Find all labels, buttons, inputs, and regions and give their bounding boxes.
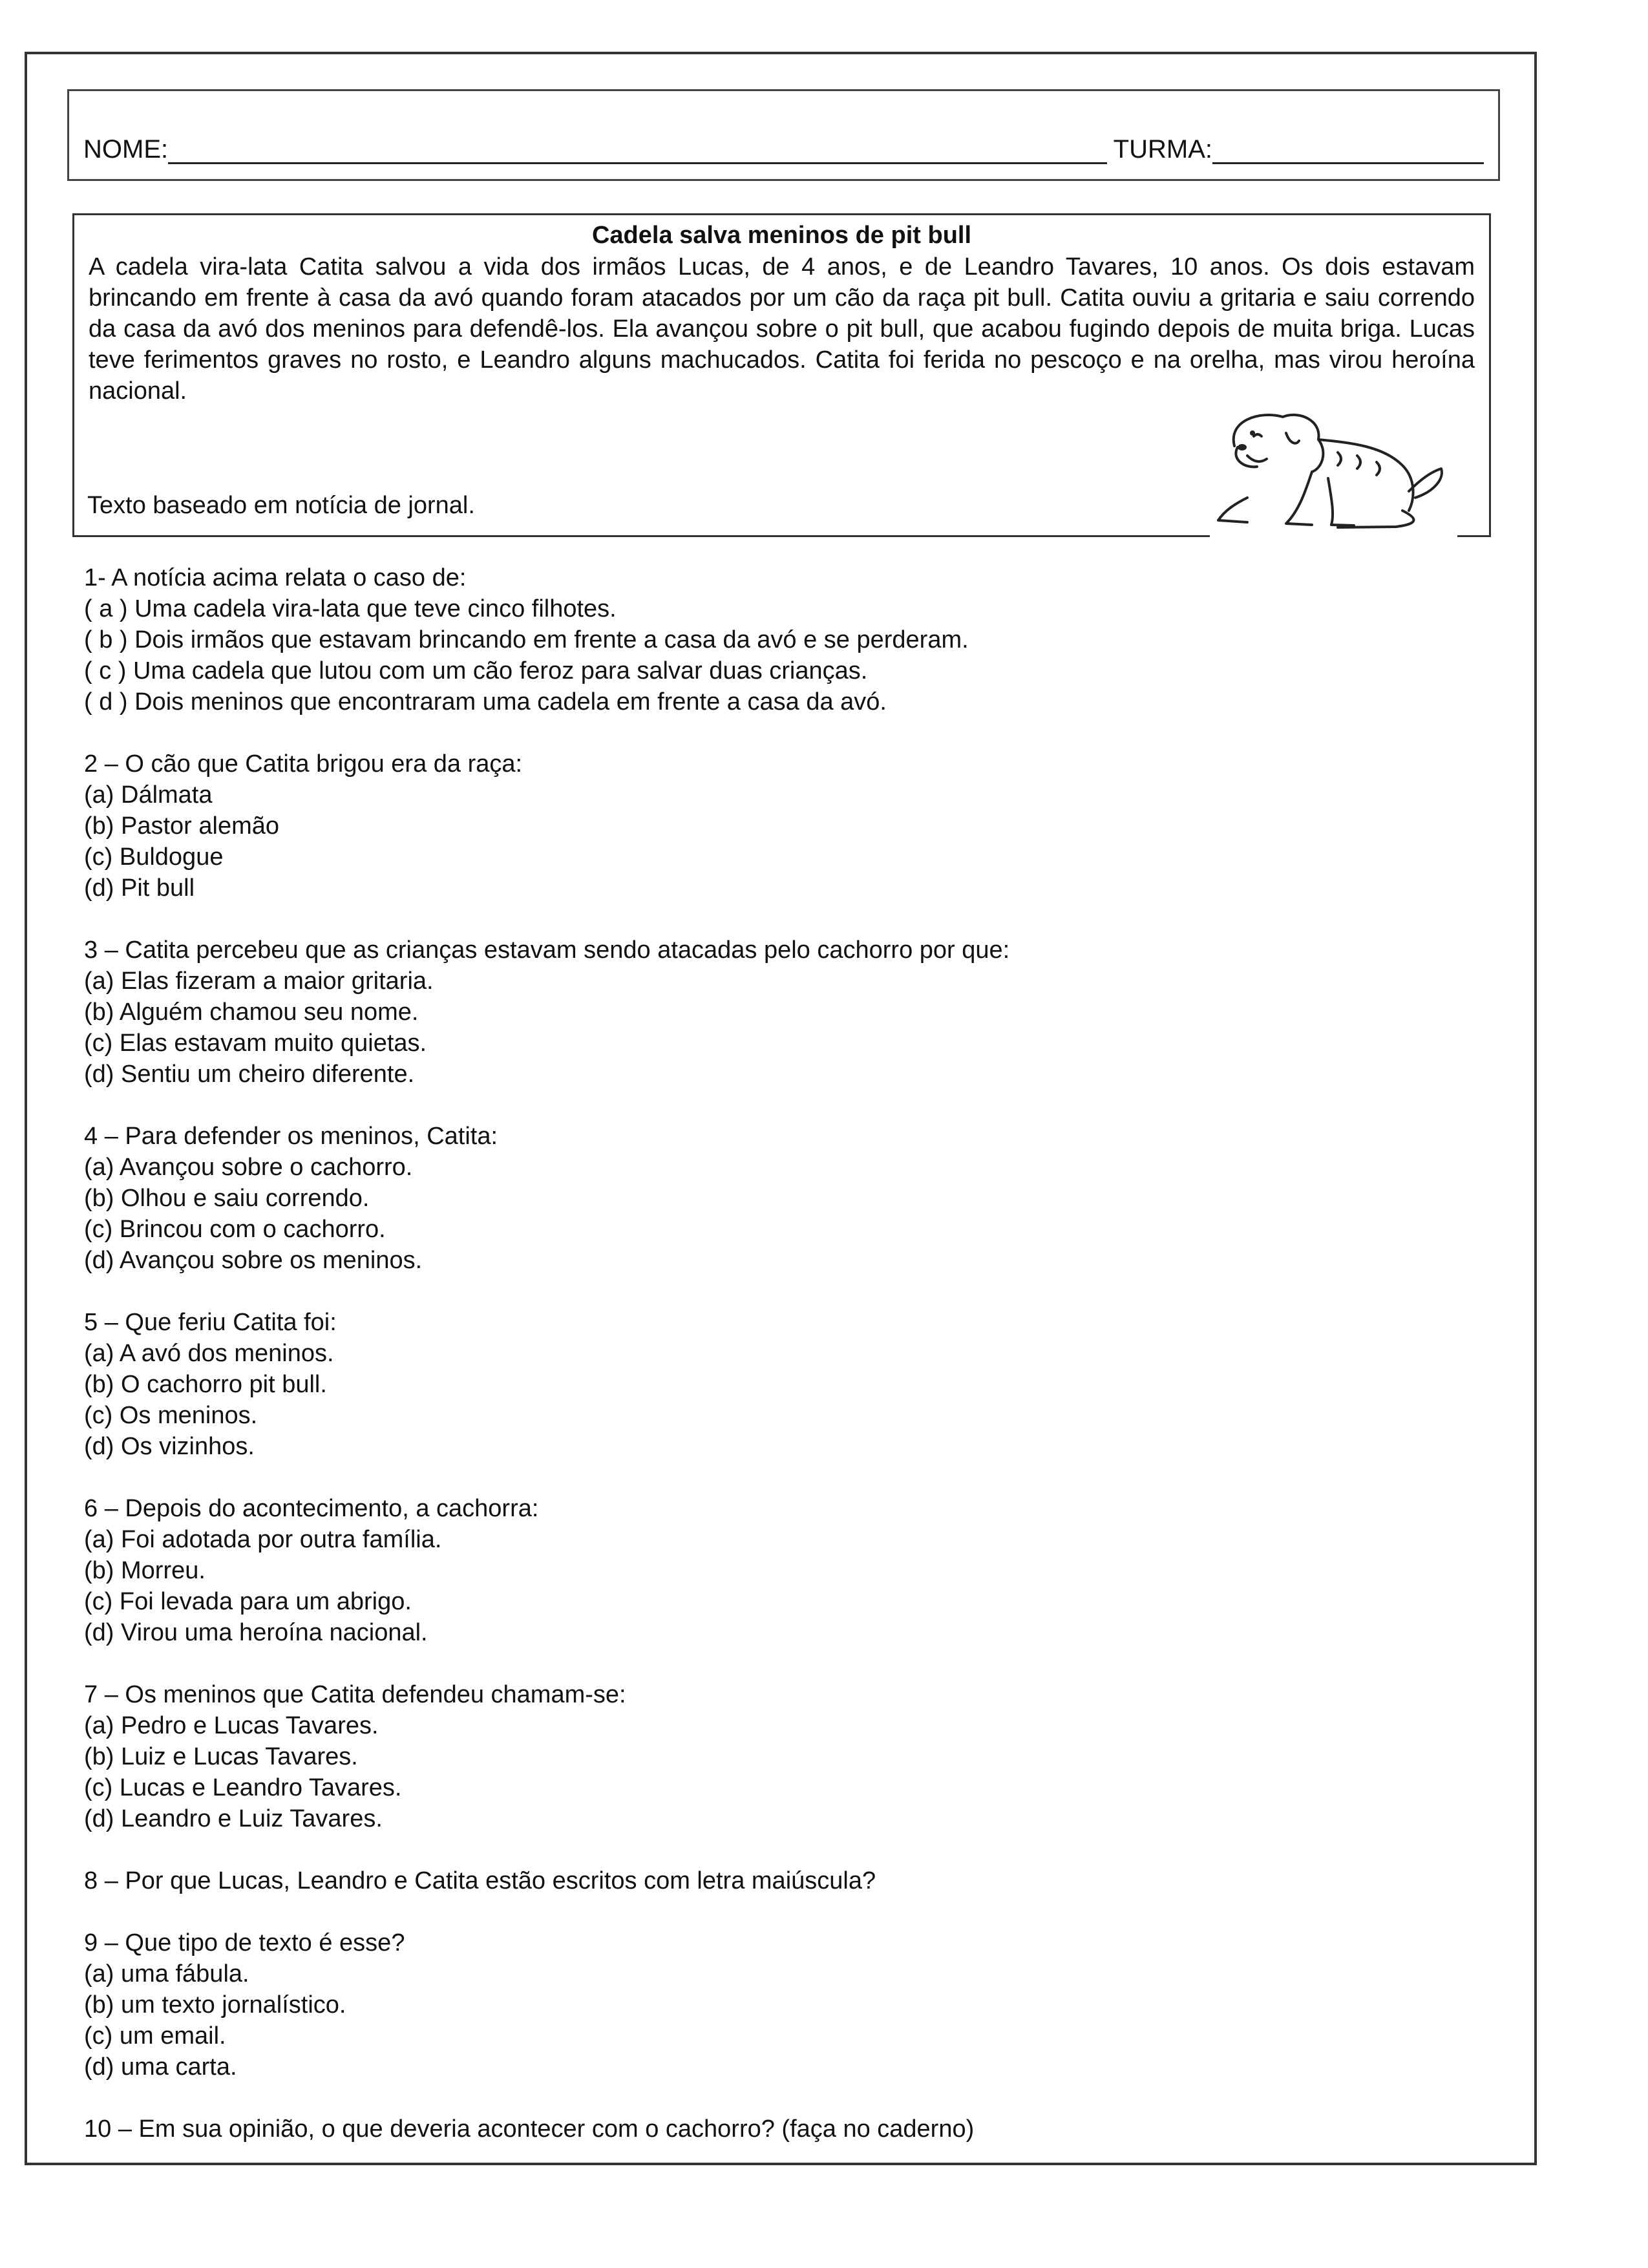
- question-text: 3 – Catita percebeu que as crianças estavam sendo atacadas pelo cachorro por que:: [84, 937, 1010, 964]
- nome-field[interactable]: [168, 136, 1107, 164]
- option-d: (d) Leandro e Luiz Tavares.: [84, 1805, 383, 1832]
- turma-field[interactable]: [1212, 136, 1484, 164]
- question-10: [84, 2114, 1474, 2145]
- option-b: (b) Morreu.: [84, 1557, 206, 1584]
- story-title: Cadela salva meninos de pit bull: [591, 222, 972, 249]
- question-3: [84, 935, 1474, 1090]
- option-a: (a) uma fábula.: [84, 1960, 249, 1987]
- option-c: (c) Lucas e Leandro Tavares.: [84, 1774, 402, 1801]
- question-2: [84, 748, 1474, 904]
- question-text: 4 – Para defender os meninos, Catita:: [84, 1123, 498, 1150]
- option-a: (a) Dálmata: [84, 781, 213, 809]
- question-6: [84, 1493, 1474, 1648]
- option-c: ( c ) Uma cadela que lutou com um cão feroz para salvar duas crianças.: [84, 657, 868, 684]
- question-text: 1- A notícia acima relata o caso de:: [84, 564, 467, 591]
- option-a: (a) Foi adotada por outra família.: [84, 1526, 442, 1553]
- option-d: (d) Pit bull: [84, 874, 195, 902]
- option-b: (b) O cachorro pit bull.: [84, 1371, 327, 1398]
- question-8: [84, 1865, 1474, 1896]
- option-d: (d) Sentiu um cheiro diferente.: [84, 1061, 415, 1088]
- option-d: (d) Os vizinhos.: [84, 1433, 255, 1460]
- question-9: [84, 1927, 1474, 2083]
- option-d: (d) Virou uma heroína nacional.: [84, 1619, 428, 1646]
- dog-illustration: [1209, 407, 1461, 536]
- option-c: (c) Os meninos.: [84, 1402, 258, 1429]
- option-c: (c) Buldogue: [84, 843, 224, 871]
- header-box: [67, 89, 1500, 181]
- questions-list: [84, 562, 1474, 2176]
- question-7: [84, 1679, 1474, 1834]
- option-a: (a) Elas fizeram a maior gritaria.: [84, 968, 434, 995]
- option-b: (b) Olhou e saiu correndo.: [84, 1185, 370, 1212]
- option-a: (a) A avó dos meninos.: [84, 1340, 334, 1367]
- turma-label: TURMA:: [1113, 135, 1212, 164]
- story-box-bottom-border-right: [1457, 535, 1491, 537]
- option-d: ( d ) Dois meninos que encontraram uma cadela em frente a casa da avó.: [84, 688, 887, 715]
- option-c: (c) um email.: [84, 2022, 226, 2050]
- option-b: (b) Alguém chamou seu nome.: [84, 999, 419, 1026]
- story-box-bottom-border: [72, 535, 1210, 537]
- question-4: [84, 1121, 1474, 1276]
- option-b: ( b ) Dois irmãos que estavam brincando em frente a casa da avó e se perderam.: [84, 626, 969, 653]
- question-5: [84, 1307, 1474, 1462]
- option-c: (c) Foi levada para um abrigo.: [84, 1588, 412, 1615]
- option-a: (a) Pedro e Lucas Tavares.: [84, 1712, 379, 1739]
- header-line: [83, 135, 1484, 164]
- question-text: 6 – Depois do acontecimento, a cachorra:: [84, 1495, 539, 1522]
- question-text: 10 – Em sua opinião, o que deveria acontecer com o cachorro? (faça no caderno): [84, 2115, 975, 2143]
- option-c: (c) Elas estavam muito quietas.: [84, 1030, 427, 1057]
- option-b: (b) um texto jornalístico.: [84, 1991, 346, 2019]
- option-d: (d) Avançou sobre os meninos.: [84, 1247, 423, 1274]
- question-1: [84, 562, 1474, 717]
- question-text: 9 – Que tipo de texto é esse?: [84, 1929, 405, 1956]
- question-text: 5 – Que feriu Catita foi:: [84, 1309, 337, 1336]
- question-text: 7 – Os meninos que Catita defendeu chamam-se:: [84, 1681, 626, 1708]
- story-text: A cadela vira-lata Catita salvou a vida dos irmãos Lucas, de 4 anos, e de Leandro Tavares, 10 anos. Os dois estavam brincando em frente à casa da avó quando foram atacados por um cão da raça pit bull. Catita ouviu a gritaria e saiu correndo da casa da avó dos meninos para defendê-los. Ela avançou sobre o pit bull, que acabou fugindo depois de muita briga. Lucas teve ferimentos graves no rosto, e Leandro alguns machucados. Catita foi ferida no pescoço e na orelha, mas virou heroína nacional.: [89, 253, 1475, 405]
- option-b: (b) Luiz e Lucas Tavares.: [84, 1743, 358, 1770]
- question-text: 2 – O cão que Catita brigou era da raça:: [84, 750, 523, 778]
- question-text: 8 – Por que Lucas, Leandro e Catita estão escritos com letra maiúscula?: [84, 1867, 876, 1894]
- option-a: ( a ) Uma cadela vira-lata que teve cinco filhotes.: [84, 595, 617, 622]
- option-a: (a) Avançou sobre o cachorro.: [84, 1154, 413, 1181]
- option-d: (d) uma carta.: [84, 2053, 237, 2081]
- option-c: (c) Brincou com o cachorro.: [84, 1216, 386, 1243]
- nome-label: NOME:: [83, 135, 169, 164]
- option-b: (b) Pastor alemão: [84, 812, 280, 840]
- story-source: Texto baseado em notícia de jornal.: [87, 492, 475, 519]
